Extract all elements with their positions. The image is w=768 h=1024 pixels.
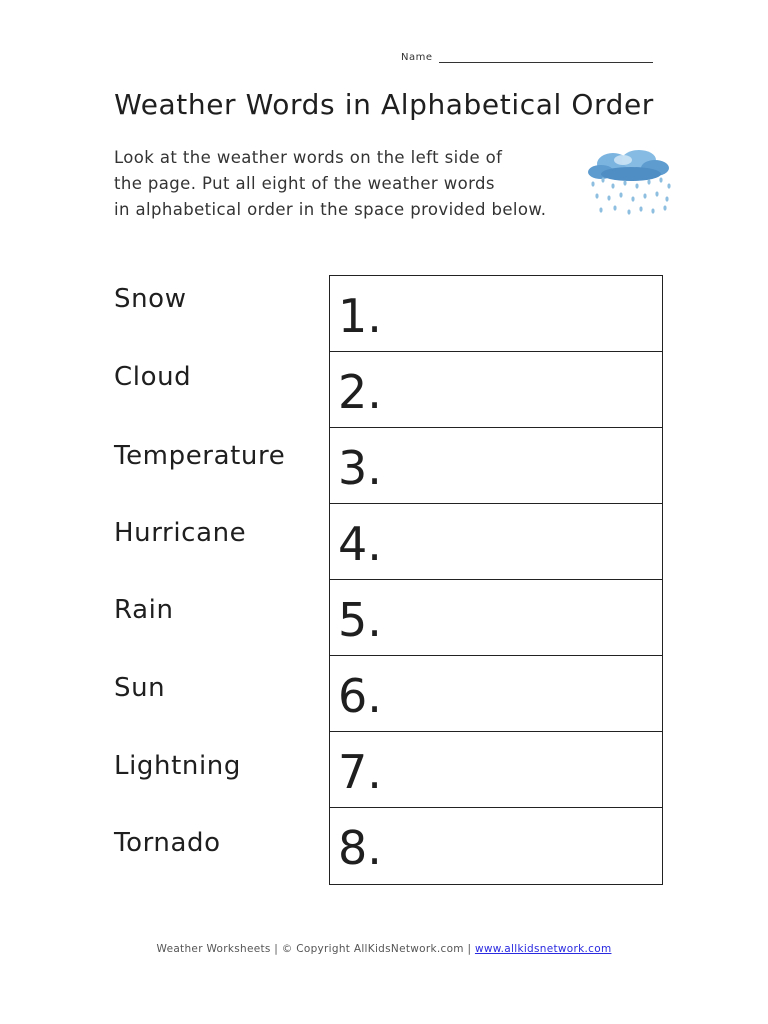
rain-drops [591,177,670,214]
answer-table [329,275,663,885]
name-field [401,52,653,63]
answer-number: 6. [338,669,382,723]
word-item: Temperature [114,441,286,471]
instructions [114,145,594,223]
answer-row[interactable] [330,808,662,884]
answer-row[interactable] [330,276,662,352]
answer-row[interactable] [330,732,662,808]
footer-link[interactable]: www.allkidsnetwork.com [474,943,612,955]
answer-number: 1. [338,289,382,343]
name-label: Name [401,52,433,63]
word-item: Rain [114,595,174,625]
word-item: Hurricane [114,518,247,548]
instructions-line-1: Look at the weather words on the left side of [114,148,503,167]
instructions-line-3: in alphabetical order in the space provided below. [114,200,547,219]
footer-copyright: Weather Worksheets | © Copyright AllKidsNetwork.com | [156,943,475,955]
name-underline [439,52,653,63]
answer-number: 8. [338,821,382,875]
answer-number: 4. [338,517,382,571]
word-item: Sun [114,673,166,703]
word-item: Tornado [114,828,221,858]
page-title: Weather Words in Alphabetical Order [114,88,654,121]
answer-row[interactable] [330,352,662,428]
footer [0,943,768,955]
word-item: Cloud [114,362,192,392]
answer-number: 7. [338,745,382,799]
answer-number: 5. [338,593,382,647]
cloud-shape [588,150,669,181]
answer-row[interactable] [330,580,662,656]
answer-number: 3. [338,441,382,495]
word-item: Snow [114,284,187,314]
answer-number: 2. [338,365,382,419]
rain-cloud-icon [583,150,675,220]
word-item: Lightning [114,751,241,781]
answer-row[interactable] [330,656,662,732]
instructions-line-2: the page. Put all eight of the weather words [114,174,495,193]
answer-row[interactable] [330,504,662,580]
answer-row[interactable] [330,428,662,504]
